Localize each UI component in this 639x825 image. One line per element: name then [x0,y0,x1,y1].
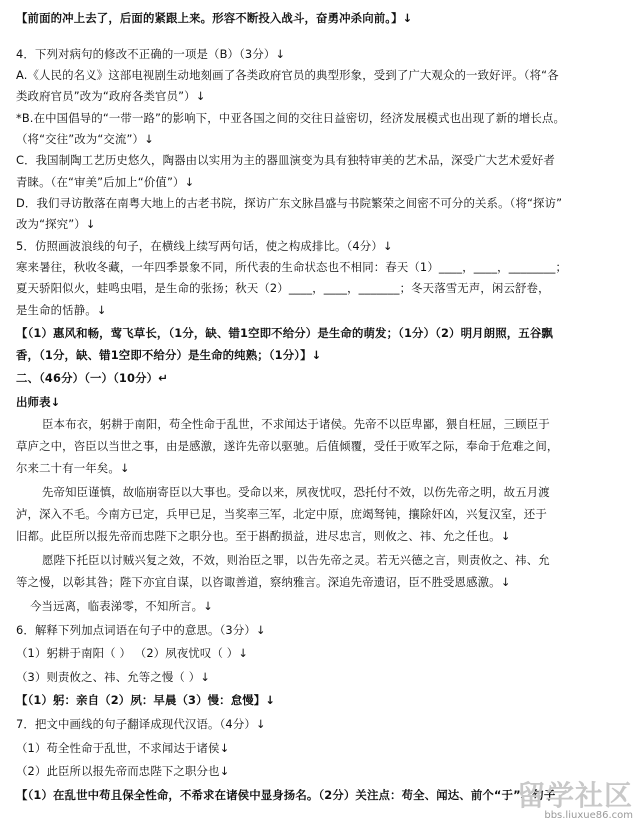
watermark-url: bbs.liuxue86.com [544,810,633,821]
question-6-stem: 6．解释下列加点词语在句子中的意思。（3分）↓ [16,623,266,637]
passage-p4-line1: 今当远离，临表涕零，不知所言。↓ [30,599,213,613]
question-5-line3: 是生命的恬静。↓ [16,303,107,317]
option-a-line2: 类政府官员”改为“政府各类官员”）↓ [16,89,206,103]
option-c-line2: 青睐。（在“审美”后加上“价值”）↓ [16,175,195,189]
question-6-item-3: （3）则责攸之、祎、允等之慢（ ）↓ [16,670,210,684]
passage-p1-line2: 草庐之中，咨臣以当世之事，由是感激，遂许先帝以驱驰。后值倾覆，受任于败军之际，奉命于危难之间， [16,439,559,453]
question-7-stem: 7．把文中画线的句子翻译成现代汉语。（4分）↓ [16,717,266,731]
question-5-line2: 夏天骄阳似火，蛙鸣虫唱，是生命的张扬；秋天（2）____，____，_______；冬天落雪无声，闲云舒卷， [16,281,550,295]
passage-p1-line3: 尔来二十有一年矣。↓ [16,461,130,475]
question-7-item-2: （2）此臣所以报先帝而忠陛下之职分也↓ [16,764,230,778]
answer-7-line1: 【（1）在乱世中苟且保全性命，不希求在诸侯中显身扬名。（2分）关注点：苟全、闻达、前个“于”、句子 [16,788,556,802]
answer-6: 【（1）躬：亲自（2）夙：早晨（3）慢：怠慢】↓ [16,693,276,707]
passage-p3-line1: 愿陛下托臣以讨贼兴复之效，不效，则治臣之罪，以告先帝之灵。若无兴德之言，则责攸之、祎、允 [42,553,550,567]
passage-title: 出师表↓ [16,395,61,409]
option-b-line1: *B.在中国倡导的“一带一路”的影响下，中亚各国之间的交往日益密切，经济发展模式也出现了新的增长点。 [16,111,566,125]
option-d-line2: 改为“探究”）↓ [16,217,96,231]
option-c-line1: C．我国制陶工艺历史悠久，陶器由以实用为主的器皿演变为具有独特审美的艺术品，深受广大艺术爱好者 [16,153,555,167]
answer-5-line1: 【（1）惠风和畅，莺飞草长，（1分，缺、错1空即不给分）是生命的萌发；（1分）（2）明月朗照，五谷飘 [16,326,553,340]
option-d-line1: D．我们寻访散落在南粤大地上的古老书院，探访广东文脉昌盛与书院繁荣之间密不可分的关系。（将“探访” [16,196,563,210]
passage-p2-line1: 先帝知臣谨慎，故临崩寄臣以大事也。受命以来，夙夜忧叹，恐托付不效，以伤先帝之明，故五月渡 [42,485,550,499]
watermark-logo: 留学社区 [516,779,633,812]
site-watermark [517,774,633,821]
option-b-line2: （将“交往”改为“交流”）↓ [16,132,154,146]
answer-note-line: 【前面的冲上去了，后面的紧跟上来。形容不断投入战斗，奋勇冲杀向前。】↓ [16,11,413,25]
section-heading: 二、（46分）（一）（10分）↵ [16,371,168,385]
answer-5-line2: 香，（1分，缺、错1空即不给分）是生命的纯熟；（1分）】↓ [16,348,322,362]
question-6-items-1-2: （1）躬耕于南阳（ ） （2）夙夜忧叹（ ）↓ [16,646,248,660]
question-4-stem: 4．下列对病句的修改不正确的一项是（B）（3分）↓ [16,47,286,61]
passage-p1-line1: 臣本布衣，躬耕于南阳，苟全性命于乱世，不求闻达于诸侯。先帝不以臣卑鄙，猥自枉屈，三顾臣于 [42,417,550,431]
question-5-line1: 寒来暑往，秋收冬藏，一年四季景象不同，所代表的生命状态也不相同：春天（1）____，____，________； [16,260,568,274]
question-5-stem: 5．仿照画波浪线的句子，在横线上续写两句话，使之构成排比。（4分）↓ [16,239,393,253]
question-7-item-1: （1）苟全性命于乱世，不求闻达于诸侯↓ [16,741,230,755]
option-a-line1: A.《人民的名义》这部电视剧生动地刻画了各类政府官员的典型形象，受到了广大观众的一致好评。（将“各 [16,68,559,82]
passage-p2-line3: 旧都。此臣所以报先帝而忠陛下之职分也。至于斟酌损益，进尽忠言，则攸之、祎、允之任也。↓ [16,529,511,543]
passage-p3-line2: 等之慢，以彰其咎；陛下亦宜自谋，以咨诹善道，察纳雅言。深追先帝遗诏，臣不胜受恩感激。↓ [16,575,511,589]
passage-p2-line2: 泸，深入不毛。今南方已定，兵甲已足，当奖率三军，北定中原，庶竭驽钝，攘除奸凶，兴复汉室，还于 [16,507,547,521]
